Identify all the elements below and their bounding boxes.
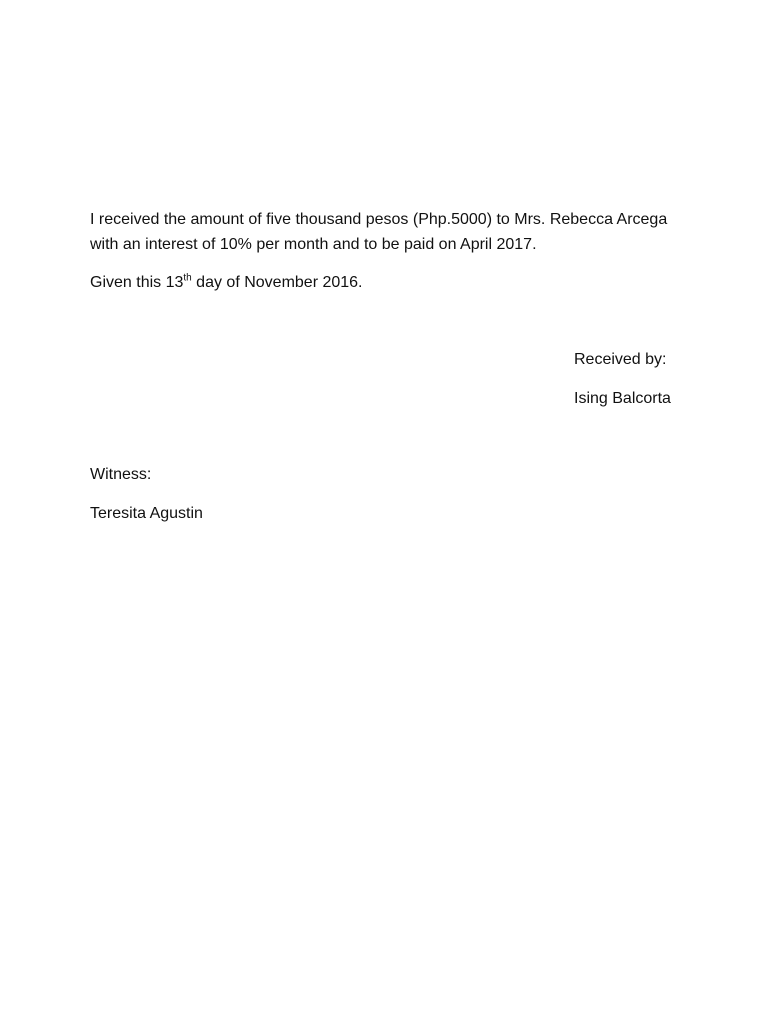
given-date-line: [90, 270, 690, 295]
receiver-name: Ising Balcorta: [574, 390, 671, 407]
given-date-prefix: Given this 13: [90, 274, 184, 291]
witness-name: Teresita Agustin: [90, 505, 203, 522]
given-date-ordinal-suffix: th: [183, 272, 192, 284]
given-date-rest: day of November 2016.: [191, 274, 363, 291]
witness-label: Witness:: [90, 466, 152, 483]
received-by-label: Received by:: [574, 351, 667, 368]
receipt-statement: I received the amount of five thousand pesos (Php.5000) to Mrs. Rebecca Arcega with an interest of 10% per month and to be paid on April 2017.: [90, 211, 668, 253]
